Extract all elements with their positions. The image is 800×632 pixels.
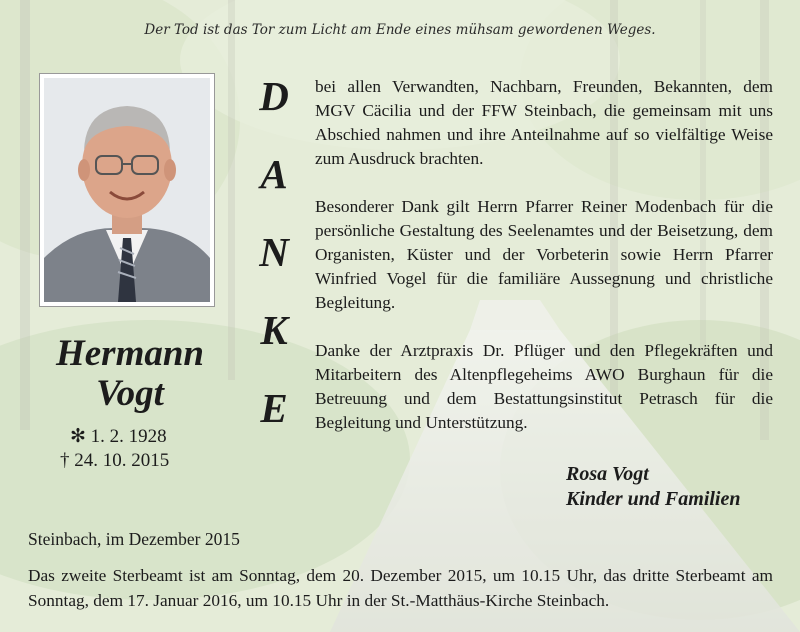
portrait-illustration xyxy=(44,78,210,302)
danke-letter-a: A xyxy=(260,151,288,197)
danke-letter-k: K xyxy=(260,307,288,353)
portrait-frame xyxy=(40,74,214,306)
life-dates xyxy=(60,425,169,473)
danke-letter-e: E xyxy=(260,385,288,431)
birth-date: ✻ 1. 2. 1928 xyxy=(70,426,167,447)
signature-line-2: Kinder und Familien xyxy=(566,488,741,510)
danke-letter-d: D xyxy=(259,73,289,119)
danke-letter-n: N xyxy=(259,229,289,275)
death-date: † 24. 10. 2015 xyxy=(60,450,170,471)
first-name: Hermann xyxy=(55,333,205,374)
thanks-paragraph-1: bei allen Verwandten, Nachbarn, Freunden, Bekannten, dem MGV Cäcilia und der FFW Steinbach, die gemeinsam mit uns Abschied nahmen und ihre Anteilnahme auf so vielfältige Weise zum Ausdruck brachten. xyxy=(315,77,773,168)
service-announcement: Das zweite Sterbeamt ist am Sonntag, dem 20. Dezember 2015, um 10.15 Uhr, das dritte Sterbeamt am Sonntag, dem 17. Januar 2016, um 10.15 Uhr in der St.-Matthäus-Kirche Steinbach. xyxy=(28,566,773,610)
portrait-photo xyxy=(44,78,210,302)
signature-line-1: Rosa Vogt xyxy=(566,463,649,485)
place-date: Steinbach, im Dezember 2015 xyxy=(28,529,240,549)
thanks-paragraph-3: Danke der Arztpraxis Dr. Pflüger und den Pflegekräften und Mitarbeitern des Altenpflegeheims AWO Burghaun für die Betreuung und dem Bestattungsinstitut Petrasch für die Begleitung und Unterstützung. xyxy=(315,341,773,432)
last-name: Vogt xyxy=(96,373,164,414)
thanks-paragraph-2: Besonderer Dank gilt Herrn Pfarrer Reiner Modenbach für die persönliche Gestaltung des Seelenamtes und der Beisetzung, dem Organisten, Küster und der Vorbeterin sowie Herrn Pfarrer Winfried Vogel für die familiäre Aussegnung und christliche Begleitung. xyxy=(315,197,773,312)
top-quote: Der Tod ist das Tor zum Licht am Ende eines mühsam gewordenen Weges. xyxy=(144,22,656,38)
